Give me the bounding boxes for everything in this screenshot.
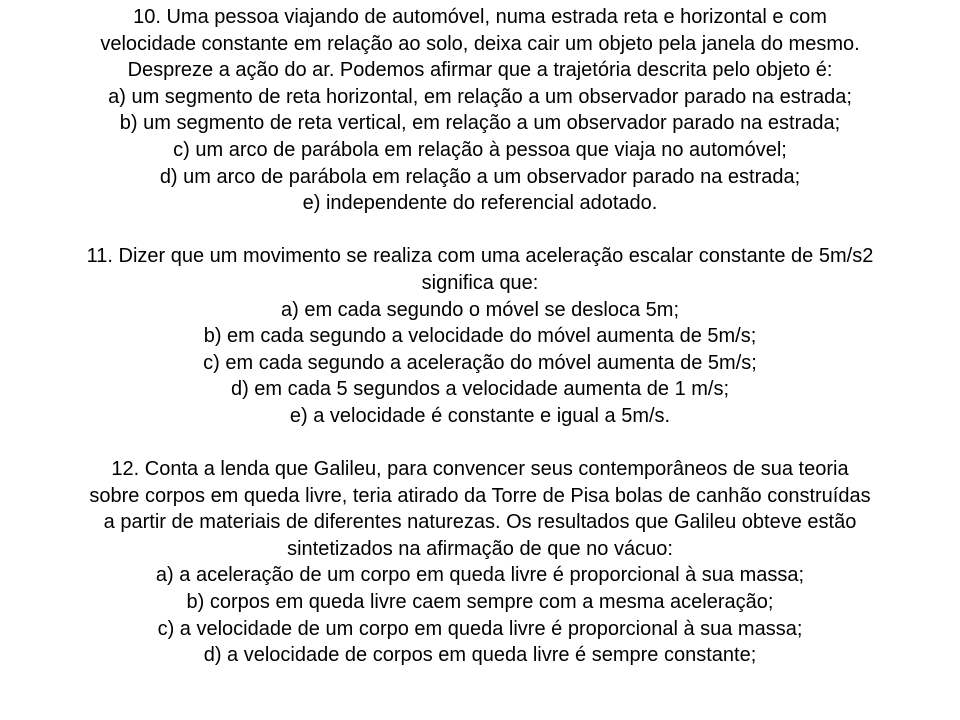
- question-11-options: [0, 297, 960, 430]
- question-12-stem-line: 12. Conta a lenda que Galileu, para convencer seus contemporâneos de sua teoria: [111, 458, 849, 481]
- question-10-option-e: e) independente do referencial adotado.: [302, 192, 658, 215]
- question-10-option-b: b) um segmento de reta vertical, em relação a um observador parado na estrada;: [119, 112, 841, 135]
- question-12-stem: [0, 456, 960, 562]
- question-11-option-a: a) em cada segundo o móvel se desloca 5m;: [281, 298, 679, 321]
- question-10-option-c: c) um arco de parábola em relação à pessoa que viaja no automóvel;: [173, 138, 787, 161]
- question-12-option-a: a) a aceleração de um corpo em queda livre é proporcional à sua massa;: [155, 564, 805, 587]
- question-12-stem-line: sobre corpos em queda livre, teria atirado da Torre de Pisa bolas de canhão construídas: [89, 484, 871, 507]
- question-10-stem-line: Despreze a ação do ar. Podemos afirmar que a trajetória descrita pelo objeto é:: [127, 59, 833, 82]
- question-10: [0, 4, 960, 217]
- question-12-option-c: c) a velocidade de um corpo em queda livre é proporcional à sua massa;: [157, 617, 803, 640]
- question-11-stem-line: 11. Dizer que um movimento se realiza com uma aceleração escalar constante de 5m/s2: [86, 245, 874, 268]
- question-11-stem: [0, 243, 960, 296]
- question-12: [0, 456, 960, 669]
- question-12-option-b: b) corpos em queda livre caem sempre com a mesma aceleração;: [186, 591, 774, 614]
- question-11-stem-line: significa que:: [421, 271, 539, 294]
- question-10-stem-line: velocidade constante em relação ao solo, deixa cair um objeto pela janela do mesmo.: [100, 32, 860, 55]
- question-12-option-d: d) a velocidade de corpos em queda livre é sempre constante;: [203, 644, 757, 667]
- question-spacer: [0, 217, 960, 244]
- question-12-options: [0, 562, 960, 668]
- question-10-option-d: d) um arco de parábola em relação a um observador parado na estrada;: [159, 165, 801, 188]
- question-10-stem: [0, 4, 960, 84]
- question-12-stem-line: sintetizados na afirmação de que no vácuo:: [287, 537, 673, 560]
- question-10-options: [0, 84, 960, 217]
- question-spacer: [0, 430, 960, 457]
- question-11-option-c: c) em cada segundo a aceleração do móvel aumenta de 5m/s;: [203, 351, 757, 374]
- question-10-stem-line: 10. Uma pessoa viajando de automóvel, numa estrada reta e horizontal e com: [133, 6, 827, 28]
- question-11-option-b: b) em cada segundo a velocidade do móvel aumenta de 5m/s;: [203, 325, 757, 348]
- question-10-option-a: a) um segmento de reta horizontal, em relação a um observador parado na estrada;: [108, 85, 852, 108]
- question-11: [0, 243, 960, 429]
- document-page: [0, 4, 960, 669]
- question-11-option-e: e) a velocidade é constante e igual a 5m/s.: [289, 404, 671, 427]
- question-11-option-d: d) em cada 5 segundos a velocidade aumenta de 1 m/s;: [230, 378, 730, 401]
- question-12-stem-line: a partir de materiais de diferentes naturezas. Os resultados que Galileu obteve estão: [103, 511, 857, 534]
